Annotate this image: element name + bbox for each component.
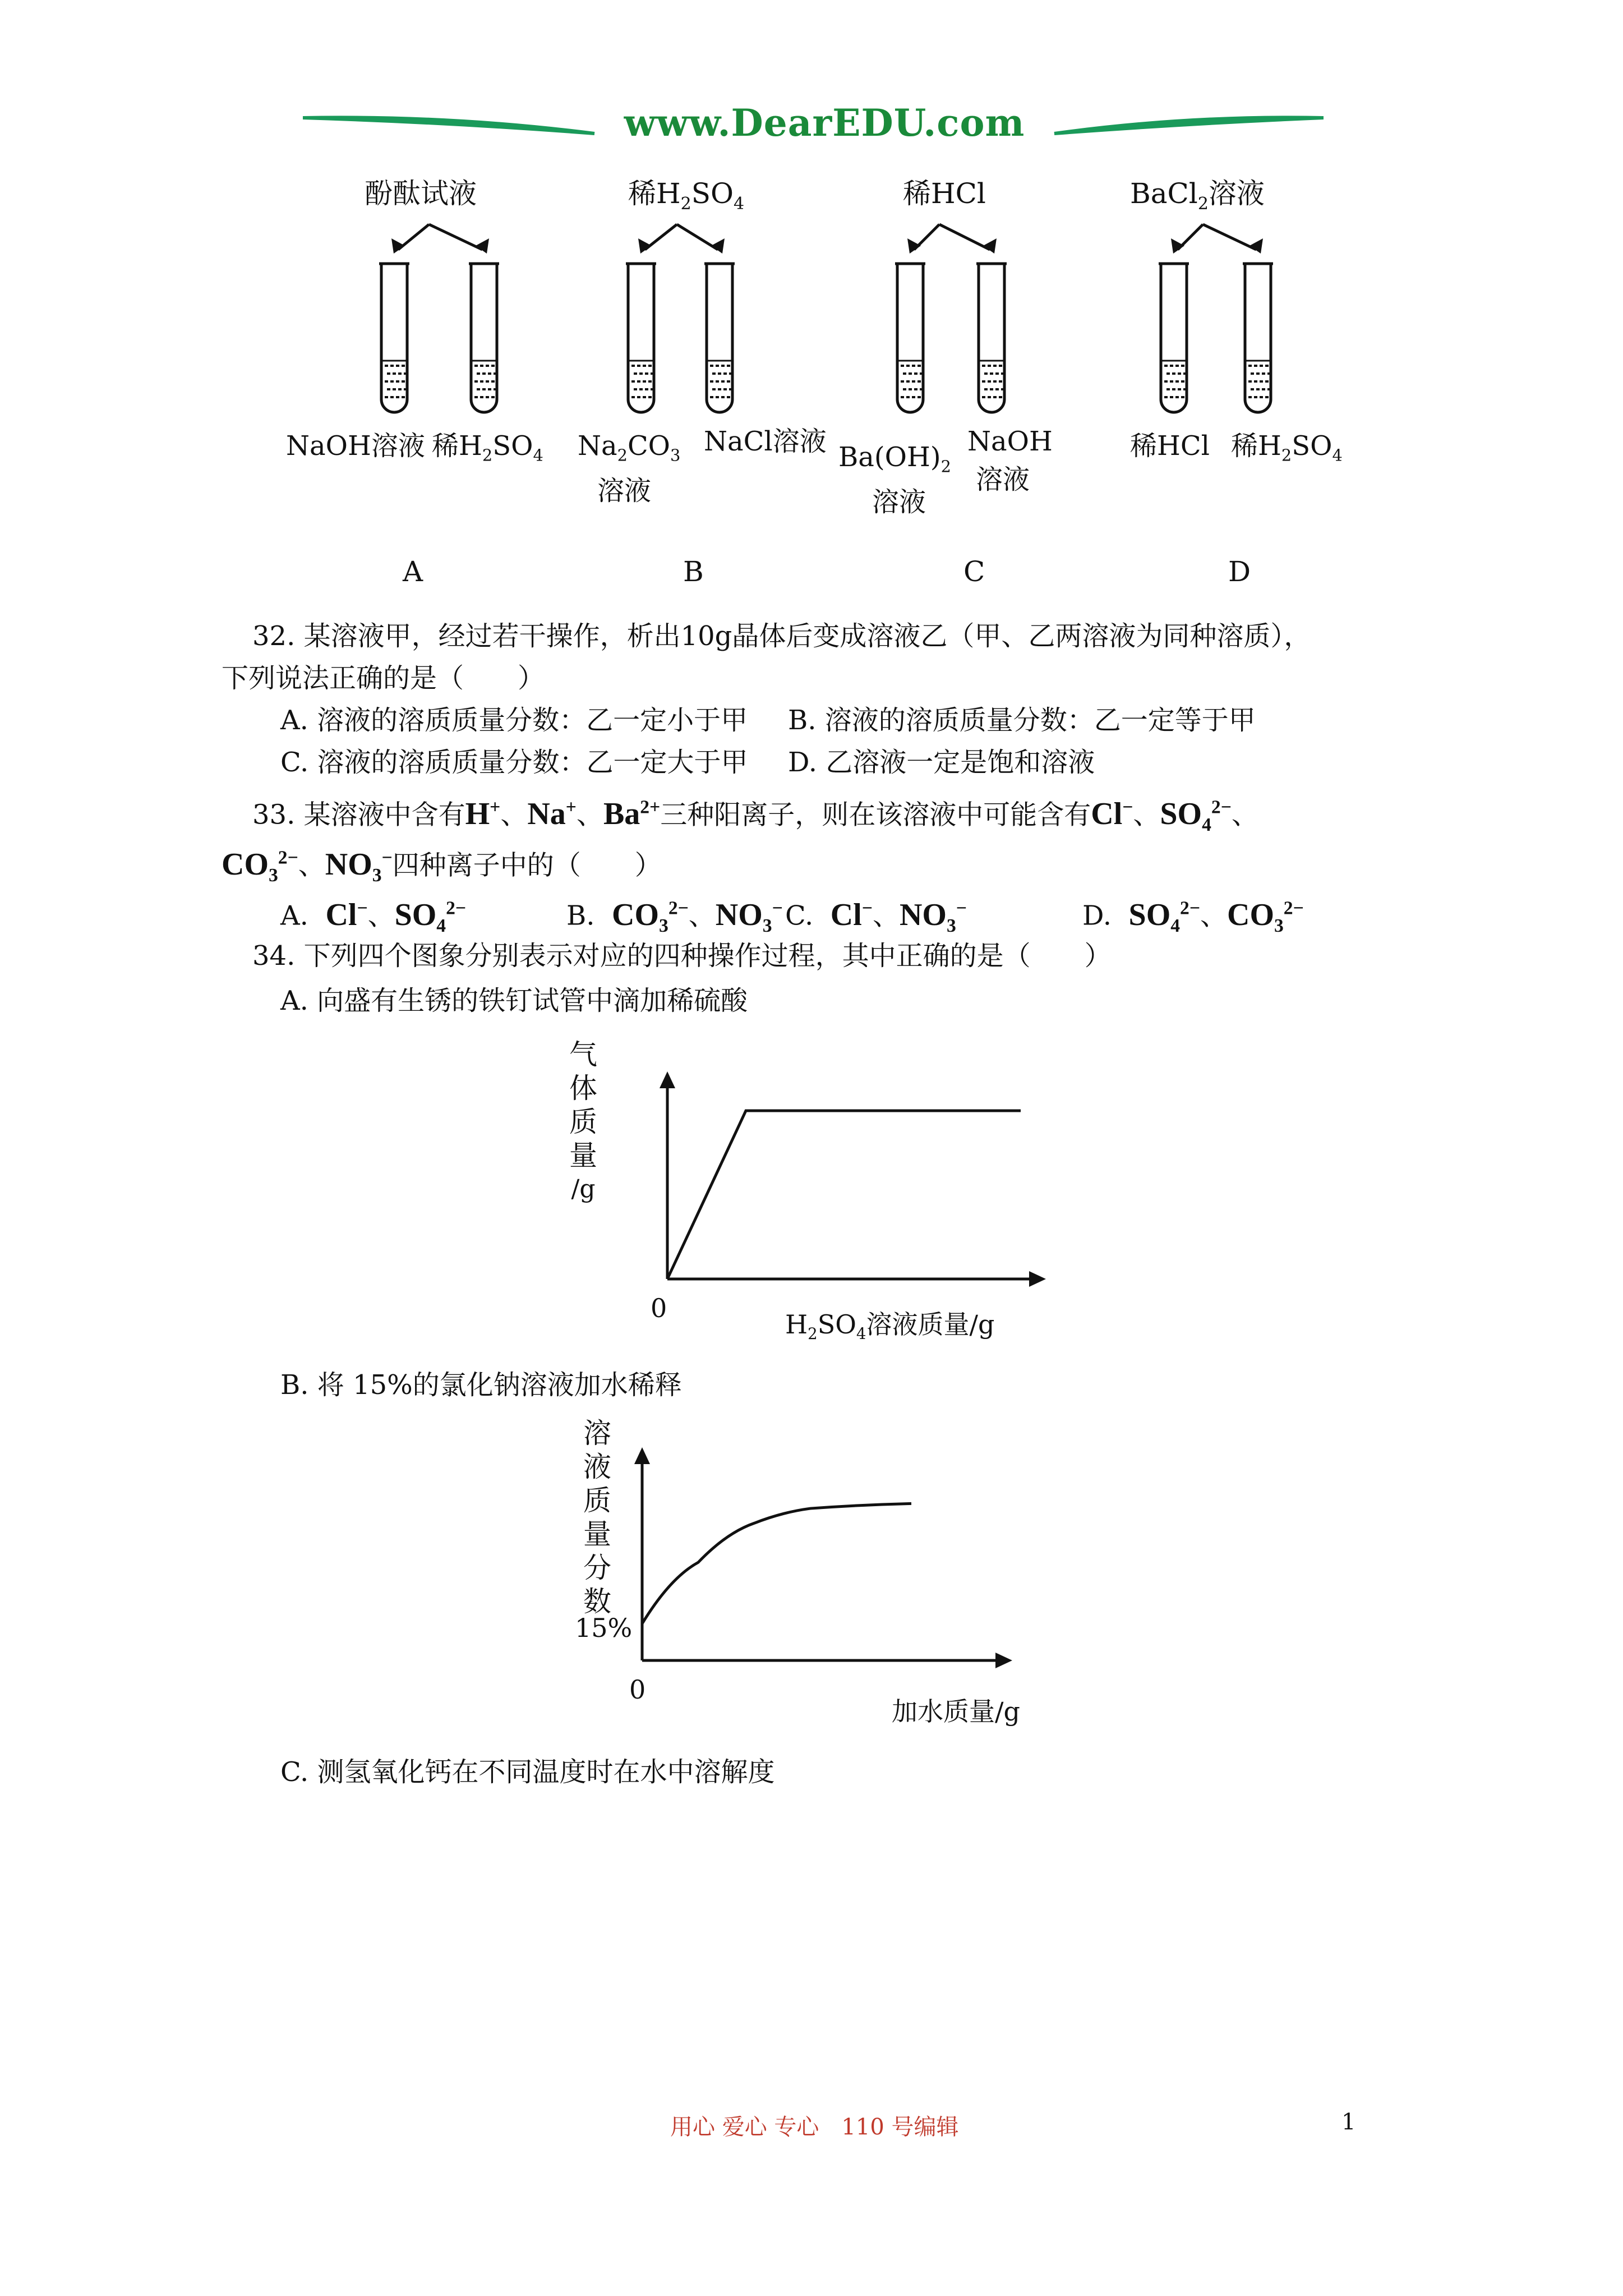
liquid-dot bbox=[1175, 396, 1179, 398]
liquid-dot bbox=[482, 388, 486, 390]
tube-d-left-label: 稀HCl bbox=[1130, 430, 1210, 462]
liquid-dot bbox=[984, 372, 988, 375]
q32-option-b: B. 溶液的溶质质量分数：乙一定等于甲 bbox=[788, 705, 1256, 736]
tube-c-right-label-line2: 溶液 bbox=[976, 464, 1030, 495]
liquid-dot bbox=[393, 372, 396, 375]
liquid-dot bbox=[723, 372, 727, 375]
liquid-dot bbox=[901, 380, 904, 383]
chart-b-ylabel-char: 质 bbox=[583, 1484, 611, 1517]
liquid-dot bbox=[480, 380, 483, 383]
tube-b-right-label: NaCl溶液 bbox=[704, 426, 827, 457]
liquid-dot bbox=[727, 396, 730, 398]
liquid-dot bbox=[721, 365, 725, 367]
chart-a-ylabel bbox=[566, 1038, 600, 1206]
liquid-dot bbox=[914, 388, 917, 390]
liquid-dot bbox=[1166, 372, 1170, 375]
q33-stem-line2: $CO_3^{2-}$、$NO_3^-$四种离子中的（ ） bbox=[222, 846, 662, 886]
liquid-dot bbox=[1170, 396, 1173, 398]
liquid-dot bbox=[396, 365, 399, 367]
liquid-dot bbox=[634, 372, 637, 375]
arrow-head-icon bbox=[638, 238, 652, 254]
liquid-dot bbox=[474, 365, 478, 367]
liquid-dot bbox=[477, 388, 480, 390]
liquid-dot bbox=[1251, 388, 1254, 390]
liquid-dot bbox=[1175, 380, 1179, 383]
liquid-dot bbox=[999, 380, 1002, 383]
chart-b-ylabel-char: 液 bbox=[583, 1451, 611, 1483]
liquid-dot bbox=[637, 396, 640, 398]
site-header bbox=[303, 101, 1324, 151]
liquid-dot bbox=[903, 388, 906, 390]
liquid-dot bbox=[1164, 396, 1168, 398]
liquid-dot bbox=[901, 396, 904, 398]
chart-a bbox=[656, 1071, 1049, 1313]
reagent-c: 稀HCl bbox=[903, 177, 986, 210]
liquid-dot bbox=[402, 396, 405, 398]
liquid-dot bbox=[906, 365, 910, 367]
liquid-dot bbox=[645, 372, 648, 375]
liquid-dot bbox=[387, 388, 390, 390]
reagent-a: 酚酞试液 bbox=[365, 177, 477, 210]
footer-text: 用心 爱心 专心 110 号编辑 bbox=[670, 2114, 959, 2140]
liquid-dot bbox=[396, 396, 399, 398]
liquid-dot bbox=[909, 372, 912, 375]
liquid-dot bbox=[723, 388, 727, 390]
liquid-dot bbox=[1170, 380, 1173, 383]
arrow-head-icon bbox=[1249, 238, 1263, 254]
liquid-dot bbox=[914, 372, 917, 375]
chart-a-ylabel-char: 质 bbox=[569, 1106, 597, 1138]
liquid-dot bbox=[721, 380, 725, 383]
liquid-dot bbox=[1181, 396, 1184, 398]
reagent-b: 稀$H_2SO_4$ bbox=[628, 177, 745, 214]
liquid-dot bbox=[993, 365, 997, 367]
chart-b-ylabel-char: 溶 bbox=[583, 1417, 611, 1450]
chart-a-y-arrow-icon bbox=[660, 1071, 675, 1088]
chart-a-ylabel-char: 气 bbox=[569, 1038, 597, 1071]
liquid-dot bbox=[643, 396, 646, 398]
chart-b-origin: 0 bbox=[629, 1674, 646, 1705]
liquid-dot bbox=[712, 388, 716, 390]
liquid-dot bbox=[480, 365, 483, 367]
liquid-dot bbox=[995, 372, 999, 375]
liquid-dot bbox=[1265, 365, 1269, 367]
liquid-dot bbox=[398, 388, 402, 390]
liquid-dot bbox=[385, 396, 388, 398]
liquid-dot bbox=[917, 365, 921, 367]
liquid-dot bbox=[385, 365, 388, 367]
liquid-dot bbox=[402, 380, 405, 383]
liquid-dot bbox=[729, 388, 732, 390]
liquid-dot bbox=[988, 380, 991, 383]
liquid-dot bbox=[491, 380, 495, 383]
liquid-dot bbox=[988, 365, 991, 367]
liquid-dot bbox=[404, 372, 407, 375]
option-letter-b: B bbox=[683, 555, 704, 588]
liquid-dot bbox=[643, 365, 646, 367]
liquid-dot bbox=[1001, 372, 1004, 375]
liquid-dot bbox=[712, 372, 716, 375]
liquid-dot bbox=[486, 365, 489, 367]
liquid-dot bbox=[1248, 365, 1252, 367]
liquid-dot bbox=[637, 365, 640, 367]
liquid-dot bbox=[1260, 365, 1263, 367]
liquid-dot bbox=[651, 388, 654, 390]
liquid-dot bbox=[480, 396, 483, 398]
liquid-dot bbox=[1267, 372, 1271, 375]
liquid-dot bbox=[716, 396, 719, 398]
q33-option-a: A. Cl−、$SO_4^{2-}$ bbox=[280, 897, 467, 936]
liquid-dot bbox=[727, 380, 730, 383]
liquid-dot bbox=[1172, 388, 1175, 390]
q32-stem: 32. 某溶液甲，经过若干操作，析出10g晶体后变成溶液乙（甲、乙两溶液为同种溶质）， bbox=[252, 620, 1311, 652]
liquid-dot bbox=[917, 396, 921, 398]
liquid-dot bbox=[1183, 372, 1187, 375]
reagent-arrow-right bbox=[1203, 224, 1256, 250]
liquid-dot bbox=[993, 396, 997, 398]
reagent-d: BaCl$_2$溶液 bbox=[1130, 177, 1265, 214]
liquid-dot bbox=[909, 388, 912, 390]
liquid-dot bbox=[988, 396, 991, 398]
liquid-dot bbox=[710, 396, 713, 398]
liquid-dot bbox=[488, 388, 491, 390]
liquid-dot bbox=[648, 380, 652, 383]
page-number: 1 bbox=[1341, 2109, 1356, 2135]
liquid-dot bbox=[1175, 365, 1179, 367]
q32-option-c: C. 溶液的溶质质量分数：乙一定大于甲 bbox=[280, 747, 748, 778]
chart-a-xlabel: $H_2SO_4$溶液质量/g bbox=[785, 1309, 995, 1343]
liquid-dot bbox=[1260, 396, 1263, 398]
q33-option-d: D. $SO_4^{2-}$、$CO_3^{2-}$ bbox=[1082, 897, 1304, 936]
q32-option-d: D. 乙溶液一定是饱和溶液 bbox=[788, 747, 1095, 778]
chart-b-ylabel bbox=[580, 1416, 614, 1618]
option-letter-d: D bbox=[1228, 555, 1251, 588]
chart-a-x-arrow-icon bbox=[1029, 1271, 1046, 1287]
liquid-dot bbox=[718, 372, 721, 375]
liquid-dot bbox=[404, 388, 407, 390]
liquid-dot bbox=[648, 396, 652, 398]
chart-b-xlabel: 加水质量/g bbox=[892, 1696, 1020, 1727]
chart-a-series-line bbox=[667, 1111, 1021, 1279]
liquid-dot bbox=[999, 396, 1002, 398]
liquid-dot bbox=[486, 396, 489, 398]
liquid-dot bbox=[1260, 380, 1263, 383]
liquid-dot bbox=[1248, 396, 1252, 398]
chart-b-ylabel-char: 量 bbox=[583, 1518, 611, 1550]
liquid-dot bbox=[903, 372, 906, 375]
q34-option-b: B. 将 15%的氯化钠溶液加水稀释 bbox=[280, 1369, 682, 1401]
chart-b-y-arrow-icon bbox=[634, 1447, 650, 1464]
liquid-dot bbox=[716, 365, 719, 367]
liquid-dot bbox=[488, 372, 491, 375]
liquid-dot bbox=[639, 388, 643, 390]
liquid-dot bbox=[1262, 372, 1265, 375]
tube-b-left-label: $Na_2CO_3$ bbox=[578, 430, 681, 465]
liquid-dot bbox=[1262, 388, 1265, 390]
q34-option-a: A. 向盛有生锈的铁钉试管中滴加稀硫酸 bbox=[280, 985, 748, 1016]
liquid-dot bbox=[920, 372, 923, 375]
tube-c-left-label: $Ba(OH)_2$ bbox=[838, 441, 951, 476]
q33-option-c: C. Cl−、$NO_3^-$ bbox=[785, 897, 967, 936]
liquid-dot bbox=[901, 365, 904, 367]
tube-a-right-label: 稀$H_2SO_4$ bbox=[432, 430, 543, 465]
liquid-dot bbox=[402, 365, 405, 367]
liquid-dot bbox=[990, 388, 993, 390]
liquid-dot bbox=[631, 396, 635, 398]
liquid-dot bbox=[1256, 372, 1260, 375]
q34-option-c: C. 测氢氧化钙在不同温度时在水中溶解度 bbox=[280, 1756, 775, 1788]
liquid-dot bbox=[631, 380, 635, 383]
liquid-dot bbox=[1172, 372, 1175, 375]
liquid-dot bbox=[474, 396, 478, 398]
reagent-arrow-right bbox=[429, 224, 482, 250]
liquid-dot bbox=[993, 380, 997, 383]
liquid-dot bbox=[390, 396, 394, 398]
liquid-dot bbox=[396, 380, 399, 383]
liquid-dot bbox=[710, 380, 713, 383]
liquid-dot bbox=[1170, 365, 1173, 367]
liquid-dot bbox=[982, 380, 985, 383]
liquid-dot bbox=[398, 372, 402, 375]
chart-b-series-line bbox=[642, 1503, 911, 1623]
liquid-dot bbox=[393, 388, 396, 390]
arrow-head-icon bbox=[907, 238, 921, 254]
liquid-dot bbox=[1248, 380, 1252, 383]
liquid-dot bbox=[1164, 380, 1168, 383]
site-url: www.DearEDU.com bbox=[624, 101, 1025, 145]
chart-a-ylabel-char: 量 bbox=[569, 1139, 597, 1172]
liquid-dot bbox=[1267, 388, 1271, 390]
liquid-dot bbox=[491, 396, 495, 398]
liquid-dot bbox=[651, 372, 654, 375]
liquid-dot bbox=[995, 388, 999, 390]
liquid-dot bbox=[912, 396, 915, 398]
chart-b-ylabel-char: 数 bbox=[583, 1585, 611, 1618]
liquid-dot bbox=[1265, 396, 1269, 398]
liquid-dot bbox=[1254, 380, 1257, 383]
liquid-dot bbox=[637, 380, 640, 383]
liquid-dot bbox=[920, 388, 923, 390]
chart-a-ylabel-char: /g bbox=[571, 1175, 596, 1203]
liquid-dot bbox=[1256, 388, 1260, 390]
chart-b bbox=[628, 1447, 1021, 1694]
liquid-dot bbox=[729, 372, 732, 375]
liquid-dot bbox=[1254, 396, 1257, 398]
chart-b-y-start: 15% bbox=[575, 1613, 633, 1643]
liquid-dot bbox=[1265, 380, 1269, 383]
q32-stem-line2: 下列说法正确的是（ ） bbox=[222, 662, 545, 694]
arrow-head-icon bbox=[476, 238, 489, 254]
arrow-head-icon bbox=[1171, 238, 1184, 254]
q32-option-a: A. 溶液的溶质质量分数：乙一定小于甲 bbox=[280, 705, 748, 736]
liquid-dot bbox=[639, 372, 643, 375]
liquid-dot bbox=[906, 380, 910, 383]
liquid-dot bbox=[1251, 372, 1254, 375]
liquid-dot bbox=[727, 365, 730, 367]
reagent-arrow-right bbox=[939, 224, 990, 250]
liquid-dot bbox=[906, 396, 910, 398]
chart-b-ylabel-char: 分 bbox=[583, 1552, 611, 1584]
liquid-dot bbox=[990, 372, 993, 375]
liquid-dot bbox=[482, 372, 486, 375]
liquid-dot bbox=[912, 365, 915, 367]
liquid-dot bbox=[634, 388, 637, 390]
liquid-dot bbox=[390, 365, 394, 367]
liquid-dot bbox=[494, 372, 497, 375]
liquid-dot bbox=[387, 372, 390, 375]
liquid-dot bbox=[982, 396, 985, 398]
chart-a-origin: 0 bbox=[651, 1293, 667, 1323]
liquid-dot bbox=[474, 380, 478, 383]
liquid-dot bbox=[1181, 365, 1184, 367]
liquid-dot bbox=[1001, 388, 1004, 390]
liquid-dot bbox=[716, 380, 719, 383]
option-letter-a: A bbox=[403, 555, 423, 588]
liquid-dot bbox=[643, 380, 646, 383]
liquid-dot bbox=[917, 380, 921, 383]
q33-stem: 33. 某溶液中含有H+、Na+、$Ba^{2+}$三种阳离子，则在该溶液中可能含有Cl−、$SO_4^{2-}$、 bbox=[252, 796, 1258, 835]
liquid-dot bbox=[486, 380, 489, 383]
tube-d-right-label: 稀$H_2SO_4$ bbox=[1231, 430, 1343, 465]
liquid-dot bbox=[491, 365, 495, 367]
liquid-dot bbox=[385, 380, 388, 383]
liquid-dot bbox=[1181, 380, 1184, 383]
liquid-dot bbox=[718, 388, 721, 390]
liquid-dot bbox=[1178, 388, 1181, 390]
liquid-dot bbox=[721, 396, 725, 398]
arrow-head-icon bbox=[983, 238, 997, 254]
liquid-dot bbox=[477, 372, 480, 375]
chart-a-ylabel-char: 体 bbox=[569, 1072, 597, 1105]
liquid-dot bbox=[1166, 388, 1170, 390]
q34-stem: 34. 下列四个图象分别表示对应的四种操作过程，其中正确的是（ ） bbox=[252, 940, 1112, 972]
option-letter-c: C bbox=[963, 555, 985, 588]
liquid-dot bbox=[1183, 388, 1187, 390]
arrow-head-icon bbox=[711, 238, 725, 254]
q33-option-b: B. $CO_3^{2-}$、$NO_3^-$ bbox=[566, 897, 783, 936]
liquid-dot bbox=[984, 388, 988, 390]
tube-b-left-label-line2: 溶液 bbox=[597, 475, 652, 507]
liquid-dot bbox=[999, 365, 1002, 367]
tube-c-right-label: NaOH bbox=[967, 426, 1053, 457]
tube-c-left-label-line2: 溶液 bbox=[872, 486, 926, 518]
liquid-dot bbox=[390, 380, 394, 383]
tube-a-left-label: NaOH溶液 bbox=[286, 430, 425, 462]
liquid-dot bbox=[982, 365, 985, 367]
liquid-dot bbox=[494, 388, 497, 390]
chart-b-x-arrow-icon bbox=[995, 1653, 1012, 1668]
liquid-dot bbox=[1164, 365, 1168, 367]
liquid-dot bbox=[648, 365, 652, 367]
arrow-head-icon bbox=[391, 238, 405, 254]
liquid-dot bbox=[710, 365, 713, 367]
liquid-dot bbox=[1254, 365, 1257, 367]
liquid-dot bbox=[645, 388, 648, 390]
liquid-dot bbox=[631, 365, 635, 367]
liquid-dot bbox=[1178, 372, 1181, 375]
liquid-dot bbox=[912, 380, 915, 383]
